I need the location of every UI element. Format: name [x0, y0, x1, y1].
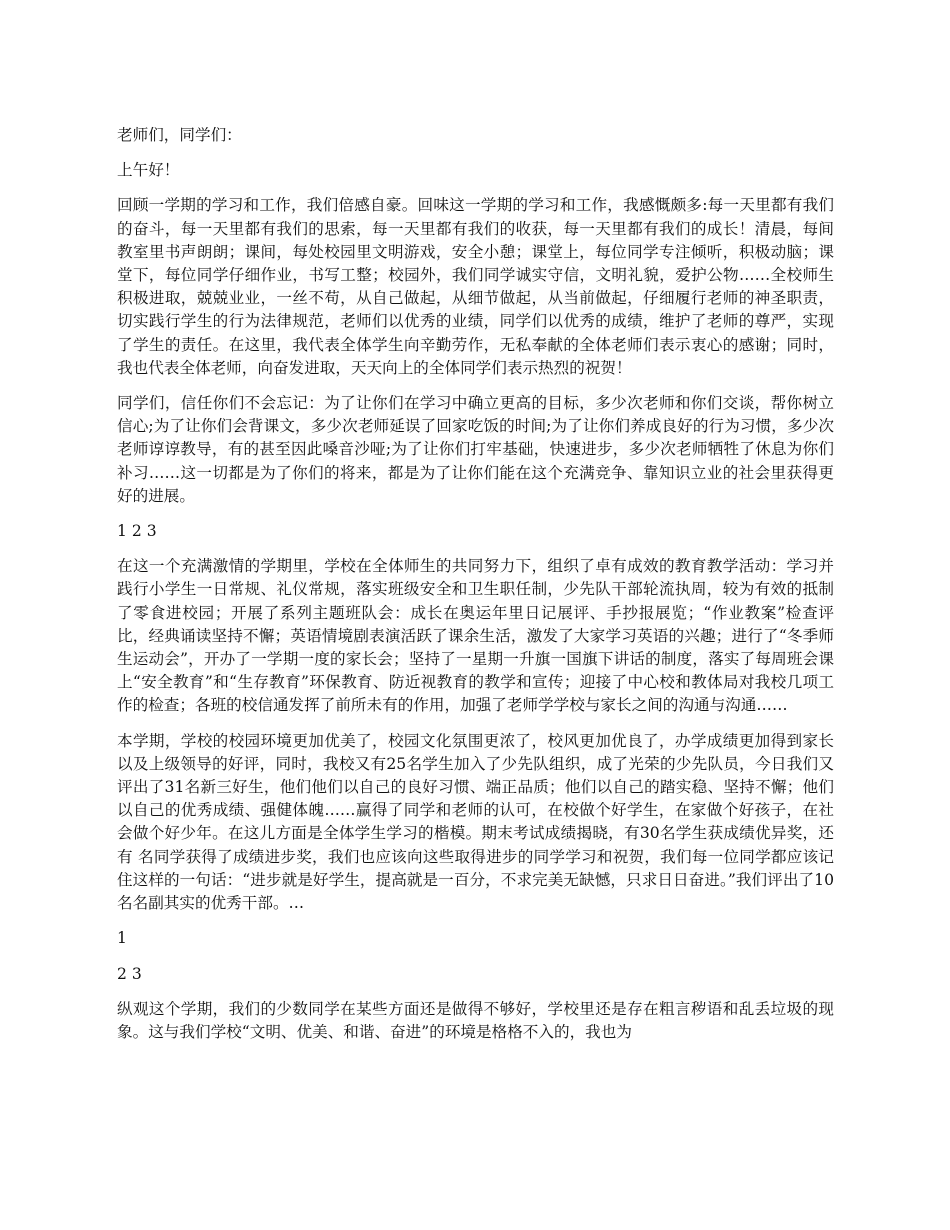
salutation: 老师们，同学们：	[117, 126, 242, 144]
paragraph-achievements: 本学期，学校的校园环境更加优美了，校园文化氛围更浓了，校风更加优良了，办学成绩更加得到家长以及上级领导的好评，同时，我校又有25名学生加入了少先队组织，成了光荣的少先队员，今日我们又评出了31名新三好生，他们他们以自己的良好习惯、端正品质；他们以自己的踏实稳、坚持不懈；他们以自己的优秀成绩、强健体魄……赢得了同学和老师的认可，在校做个好学生，在家做个好孩子，在社会做个好少年。在这儿方面是全体学生学习的楷模。期末考试成绩揭晓，有30名学生获成绩优异奖，还有 名同学获得了成绩进步奖，我们也应该向这些取得进步的同学学习和祝贺，我们每一位同学都应该记住这样的一句话：“进步就是好学生，提高就是一百分，不求完美无缺憾，只求日日奋进。”我们评出了10名名副其实的优秀干部。…	[117, 731, 834, 913]
paragraph-activities: 在这一个充满激情的学期里，学校在全体师生的共同努力下，组织了卓有成效的教育教学活动：学习并践行小学生一日常规、礼仪常规，落实班级安全和卫生职任制，少先队干部轮流执周，较为有效的抵制了零食进校园；开展了系列主题班队会：成长在奥运年里日记展评、手抄报展览；“作业教案”检查评比，经典诵读坚持不懈；英语情境剧表演活跃了课余生活，激发了大家学习英语的兴趣；进行了“冬季师生运动会”，开办了一学期一度的家长会；坚持了一星期一升旗一国旗下讲话的制度，落实了每周班会课上“安全教育”和“生存教育”环保教育、防近视教育的教学和宣传；迎接了中心校和教体局对我校几项工作的检查；各班的校信通发挥了前所未有的作用，加强了老师学学校与家长之间的沟通与沟通……	[117, 557, 834, 715]
paragraph-shortcomings: 纵观这个学期，我们的少数同学在某些方面还是做得不够好，学校里还是存在粗言秽语和乱丢垃圾的现象。这与我们学校“文明、优美、和谐、奋进”的环境是格格不入的，我也为	[117, 999, 834, 1041]
section-marker: 1 2 3	[117, 522, 157, 541]
paragraph-review: 回顾一学期的学习和工作，我们倍感自豪。回味这一学期的学习和工作，我感慨颇多:每一天里都有我们的奋斗，每一天里都有我们的思索，每一天里都有我们的收获，每一天里都有我们的成长！清晨，每间教室里书声朗朗；课间，每处校园里文明游戏，安全小憩；课堂上，每位同学专注倾听，积极动脑；课堂下，每位同学仔细作业，书写工整；校园外，我们同学诚实守信，文明礼貌，爱护公物……全校师生积极进取，兢兢业业，一丝不苟，从自己做起，从细节做起，从当前做起，仔细履行老师的神圣职责，切实践行学生的行为法律规范，老师们以优秀的业绩，同学们以优秀的成绩，维护了老师的尊严，实现了学生的责任。在这里，我代表全体学生向辛勤劳作，无私奉献的全体老师们表示衷心的感谢；同时，我也代表全体老师，向奋发进取，天天向上的全体同学们表示热烈的祝贺！	[117, 196, 834, 377]
greeting: 上午好！	[117, 161, 180, 180]
document-body	[117, 124, 834, 1056]
section-marker: 1	[117, 929, 127, 948]
section-marker: 2 3	[117, 964, 142, 983]
paragraph-teachers: 同学们，信任你们不会忘记：为了让你们在学习中确立更高的目标，多少次老师和你们交谈，帮你树立信心;为了让你们会背课文，多少次老师延误了回家吃饭的时间;为了让你们养成良好的行为习惯，多少次老师谆谆教导，有的甚至因此嗓音沙哑;为了让你们打牢基础，快速进步，多少次老师牺牲了休息为你们补习……这一切都是为了你们的将来，都是为了让你们能在这个充满竞争、靠知识立业的社会里获得更好的进展。	[117, 394, 834, 505]
